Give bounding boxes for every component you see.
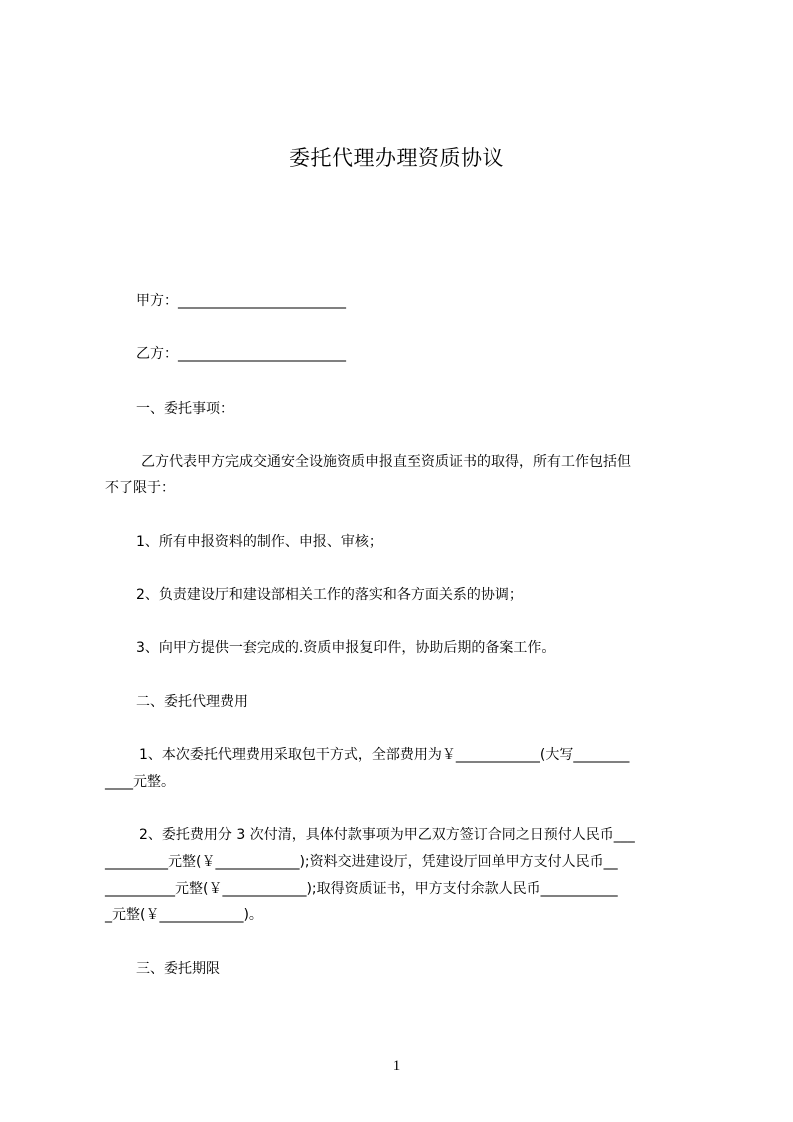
section-1-intro-line-2: 不了限于： [105,480,175,496]
section-2-paragraph-1-line-1: 1、本次委托代理费用采取包干方式，全部费用为￥____________(大写________ [139,747,630,763]
section-1-item-2: 2、负责建设厅和建设部相关工作的落实和各方面关系的协调； [136,587,523,603]
document-title: 委托代理办理资质协议 [289,146,504,170]
section-3-heading: 三、委托期限 [136,961,220,977]
page-number: 1 [392,1058,401,1074]
party-a-line: 甲方：________________________ [136,293,346,309]
section-2-paragraph-2-line-2: _________元整(￥____________);资料交进建设厅，凭建设厅回单甲方支付人民币__ [105,854,618,870]
section-1-item-1: 1、所有申报资料的制作、申报、审核； [136,534,383,550]
section-2-paragraph-2-line-3: __________元整(￥____________);取得资质证书，甲方支付余款人民币___________ [105,881,618,897]
party-b-line: 乙方：________________________ [136,346,346,362]
section-2-heading: 二、委托代理费用 [136,694,248,710]
section-1-item-3: 3、向甲方提供一套完成的.资质申报复印件，协助后期的备案工作。 [136,640,556,656]
section-1-heading: 一、委托事项： [136,401,234,417]
section-1-intro-line-1: 乙方代表甲方完成交通安全设施资质申报直至资质证书的取得，所有工作包括但 [141,454,631,470]
section-2-paragraph-2-line-4: _元整(￥____________)。 [105,907,263,923]
section-2-paragraph-1-line-2: ____元整。 [105,774,175,790]
section-2-paragraph-2-line-1: 2、委托费用分 3 次付清，具体付款事项为甲乙双方签订合同之日预付人民币___ [139,827,635,843]
